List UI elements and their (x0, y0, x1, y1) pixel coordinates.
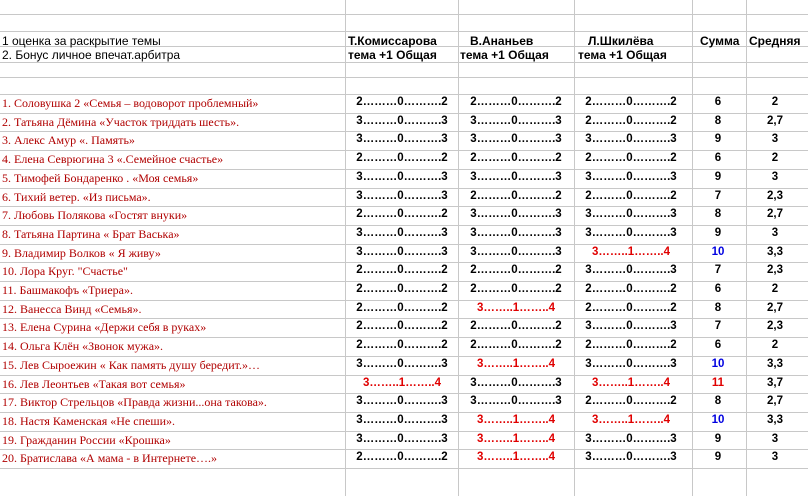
entry-name[interactable]: 11. Башмакофъ «Триера». (2, 283, 133, 297)
judge-2-score[interactable]: 2………0……….2 (470, 152, 562, 164)
entry-name[interactable]: 18. Настя Каменская «Не спеши». (2, 414, 175, 428)
entry-name[interactable]: 17. Виктор Стрельцов «Правда жизни...она такова». (2, 395, 267, 409)
judge-2-score[interactable]: 3……..1……..4 (477, 451, 555, 463)
judge-2-score[interactable]: 3……..1……..4 (477, 414, 555, 426)
entry-name[interactable]: 13. Елена Сурина «Держи себя в руках» (2, 320, 207, 334)
judge-3-score[interactable]: 3………0……….3 (585, 171, 677, 183)
judge-1-score[interactable]: 3………0……….3 (356, 395, 448, 407)
row-gridline (0, 262, 808, 263)
judge-2-score[interactable]: 3………0……….3 (470, 115, 562, 127)
sum-cell[interactable]: 9 (714, 433, 722, 445)
judge-2-score[interactable]: 2………0……….2 (470, 283, 562, 295)
judge-1-score[interactable]: 2………0……….2 (356, 339, 448, 351)
row-gridline (0, 468, 808, 469)
average-cell[interactable]: 2,7 (767, 115, 783, 127)
sum-cell[interactable]: 7 (714, 190, 722, 202)
judge-3-score[interactable]: 3………0……….3 (585, 227, 677, 239)
judge-3-score[interactable]: 2………0……….2 (585, 96, 677, 108)
judge-2-score[interactable]: 2………0……….2 (470, 96, 562, 108)
judge-1-score[interactable]: 3………0……….3 (356, 133, 448, 145)
average-cell[interactable]: 3 (771, 133, 779, 145)
average-cell[interactable]: 2,3 (767, 264, 783, 276)
entry-name[interactable]: 7. Любовь Полякова «Гостят внуки» (2, 208, 188, 222)
entry-name[interactable]: 19. Гражданин России «Крошка» (2, 433, 171, 447)
sum-header[interactable]: Сумма (700, 34, 740, 48)
judge-3-score[interactable]: 3………0……….3 (585, 133, 677, 145)
average-cell[interactable]: 2,7 (767, 302, 783, 314)
entry-name[interactable]: 12. Ванесса Винд «Семья». (2, 302, 142, 316)
average-cell[interactable]: 3,3 (767, 246, 783, 258)
average-cell[interactable]: 2,7 (767, 208, 783, 220)
average-cell[interactable]: 2,3 (767, 320, 783, 332)
judge-3-score[interactable]: 2………0……….2 (585, 190, 677, 202)
column-gridline (746, 0, 747, 496)
judge-1-score[interactable]: 3………0……….3 (356, 433, 448, 445)
judge-2-score[interactable]: 3………0……….3 (470, 227, 562, 239)
judge-3-score[interactable]: 2………0……….2 (585, 339, 677, 351)
judge-3-score[interactable]: 3………0……….3 (585, 451, 677, 463)
judge-2-score[interactable]: 3………0……….3 (470, 377, 562, 389)
entry-name[interactable]: 1. Соловушка 2 «Семья – водоворот проблемный» (2, 96, 259, 110)
judge-1-score[interactable]: 3………0……….3 (356, 171, 448, 183)
column-gridline (574, 0, 575, 496)
entry-name[interactable]: 16. Лев Леонтьев «Такая вот семья» (2, 377, 186, 391)
judge-1-score[interactable]: 3………0……….3 (356, 227, 448, 239)
average-cell[interactable]: 3 (771, 171, 779, 183)
sum-cell[interactable]: 6 (714, 283, 722, 295)
judge-2-score[interactable]: 3……..1……..4 (477, 358, 555, 370)
judge-2-score[interactable]: 2………0……….2 (470, 320, 562, 332)
judge-3-score[interactable]: 2………0……….2 (585, 395, 677, 407)
judge-1-score[interactable]: 3………0……….3 (356, 358, 448, 370)
judge-1-score[interactable]: 2………0……….2 (356, 320, 448, 332)
avg-header[interactable]: Средняя (749, 34, 801, 48)
entry-name[interactable]: 2. Татьяна Дёмина «Участок триддать шесть». (2, 115, 240, 129)
judge-2-score[interactable]: 3………0……….3 (470, 395, 562, 407)
judge-1-score[interactable]: 3………0……….3 (356, 246, 448, 258)
judge-2-score[interactable]: 2………0……….2 (470, 264, 562, 276)
entry-name[interactable]: 8. Татьяна Партина « Брат Васька» (2, 227, 180, 241)
row-gridline (0, 31, 808, 32)
average-cell[interactable]: 2 (771, 339, 779, 351)
judge-1-score[interactable]: 2………0……….2 (356, 264, 448, 276)
average-cell[interactable]: 2 (771, 283, 779, 295)
row-gridline (0, 356, 808, 357)
judge-2-score[interactable]: 3……..1……..4 (477, 433, 555, 445)
row-gridline (0, 62, 808, 63)
judge-1-score[interactable]: 2………0……….2 (356, 152, 448, 164)
row-gridline (0, 393, 808, 394)
judge-3-score[interactable]: 2………0……….2 (585, 283, 677, 295)
average-cell[interactable]: 3,3 (767, 414, 783, 426)
judge-3-score[interactable]: 3……..1……..4 (592, 377, 670, 389)
sum-cell[interactable]: 9 (714, 133, 722, 145)
judge-3-score[interactable]: 3………0……….3 (585, 433, 677, 445)
average-cell[interactable]: 3 (771, 451, 779, 463)
judge-1-score[interactable]: 3………0……….3 (356, 115, 448, 127)
sum-cell[interactable]: 8 (714, 208, 722, 220)
row-gridline (0, 131, 808, 132)
judge-2-score[interactable]: 3………0……….3 (470, 171, 562, 183)
row-gridline (0, 14, 808, 15)
judge-2-subheader[interactable]: тема +1 Общая (460, 48, 549, 62)
sum-cell[interactable]: 9 (714, 227, 722, 239)
sum-cell[interactable]: 9 (714, 171, 722, 183)
judge-3-score[interactable]: 3………0……….3 (585, 208, 677, 220)
judge-2-score[interactable]: 2………0……….2 (470, 339, 562, 351)
sum-cell[interactable]: 8 (714, 115, 722, 127)
average-cell[interactable]: 3 (771, 227, 779, 239)
judge-2-score[interactable]: 3………0……….3 (470, 133, 562, 145)
judge-3-score[interactable]: 3………0……….3 (585, 264, 677, 276)
entry-name[interactable]: 9. Владимир Волков « Я живу» (2, 246, 161, 260)
average-cell[interactable]: 3,3 (767, 358, 783, 370)
sum-cell[interactable]: 6 (714, 339, 722, 351)
judge-3-score[interactable]: 3………0……….3 (585, 320, 677, 332)
entry-name[interactable]: 5. Тимофей Бондаренко . «Моя семья» (2, 171, 199, 185)
column-gridline (345, 0, 346, 496)
row-gridline (0, 225, 808, 226)
judge-1-score[interactable]: 3………0……….3 (356, 190, 448, 202)
entry-name[interactable]: 15. Лев Сыроежин « Как память душу бередит.»… (2, 358, 260, 372)
row-gridline (0, 431, 808, 432)
judge-1-score[interactable]: 2………0……….2 (356, 96, 448, 108)
judge-1-score[interactable]: 2………0……….2 (356, 283, 448, 295)
judge-2-score[interactable]: 3………0……….3 (470, 208, 562, 220)
judge-1-name[interactable]: Т.Комиссарова (348, 34, 437, 48)
sum-cell[interactable]: 10 (711, 358, 725, 370)
entry-name[interactable]: 14. Ольга Клён «Звонок мужа». (2, 339, 164, 353)
sum-cell[interactable]: 6 (714, 96, 722, 108)
row-gridline (0, 244, 808, 245)
row-gridline (0, 337, 808, 338)
judge-3-score[interactable]: 2………0……….2 (585, 302, 677, 314)
average-cell[interactable]: 2,3 (767, 190, 783, 202)
row-gridline (0, 150, 808, 151)
sum-cell[interactable]: 10 (711, 414, 725, 426)
sum-cell[interactable]: 9 (714, 451, 722, 463)
sum-cell[interactable]: 8 (714, 395, 722, 407)
judge-1-score[interactable]: 2………0……….2 (356, 451, 448, 463)
judge-1-score[interactable]: 3………0……….3 (356, 414, 448, 426)
row-gridline (0, 375, 808, 376)
sum-cell[interactable]: 7 (714, 320, 722, 332)
judge-1-score[interactable]: 2………0……….2 (356, 302, 448, 314)
row-gridline (0, 77, 808, 78)
legend-line-1[interactable]: 1 оценка за раскрытие темы (2, 34, 161, 48)
judge-1-score[interactable]: 3……..1……..4 (363, 377, 441, 389)
judge-3-score[interactable]: 2………0……….2 (585, 152, 677, 164)
sum-cell[interactable]: 10 (711, 246, 725, 258)
judge-3-name[interactable]: Л.Шкилёва (588, 34, 654, 48)
sum-cell[interactable]: 8 (714, 302, 722, 314)
judge-3-score[interactable]: 3………0……….3 (585, 358, 677, 370)
judge-2-score[interactable]: 3……..1……..4 (477, 302, 555, 314)
entry-name[interactable]: 10. Лора Круг. "Счастье" (2, 264, 128, 278)
row-gridline (0, 449, 808, 450)
judge-3-score[interactable]: 3……..1……..4 (592, 414, 670, 426)
judge-2-score[interactable]: 2………0……….2 (470, 190, 562, 202)
average-cell[interactable]: 3,7 (767, 377, 783, 389)
row-gridline (0, 94, 808, 95)
row-gridline (0, 169, 808, 170)
row-gridline (0, 412, 808, 413)
average-cell[interactable]: 3 (771, 433, 779, 445)
judge-1-score[interactable]: 2………0……….2 (356, 208, 448, 220)
row-gridline (0, 281, 808, 282)
entry-name[interactable]: 4. Елена Севрюгина 3 «.Семейное счастье» (2, 152, 224, 166)
judge-3-score[interactable]: 2………0……….2 (585, 115, 677, 127)
row-gridline (0, 318, 808, 319)
judge-2-name[interactable]: В.Ананьев (470, 34, 534, 48)
judge-3-subheader[interactable]: тема +1 Общая (578, 48, 667, 62)
legend-line-2[interactable]: 2. Бонус личное впечат.арбитра (2, 48, 181, 62)
column-gridline (692, 0, 693, 496)
entry-name[interactable]: 6. Тихий ветер. «Из письма». (2, 190, 151, 204)
column-gridline (458, 0, 459, 496)
sum-cell[interactable]: 7 (714, 264, 722, 276)
average-cell[interactable]: 2 (771, 152, 779, 164)
judge-3-score[interactable]: 3……..1……..4 (592, 246, 670, 258)
row-gridline (0, 113, 808, 114)
average-cell[interactable]: 2,7 (767, 395, 783, 407)
sum-cell[interactable]: 6 (714, 152, 722, 164)
average-cell[interactable]: 2 (771, 96, 779, 108)
row-gridline (0, 206, 808, 207)
entry-name[interactable]: 3. Алекс Амур «. Память» (2, 133, 135, 147)
judge-1-subheader[interactable]: тема +1 Общая (348, 48, 437, 62)
sum-cell[interactable]: 11 (711, 377, 725, 389)
row-gridline (0, 188, 808, 189)
row-gridline (0, 300, 808, 301)
entry-name[interactable]: 20. Братислава «А мама - в Интернете….» (2, 451, 218, 465)
judge-2-score[interactable]: 3………0……….3 (470, 246, 562, 258)
